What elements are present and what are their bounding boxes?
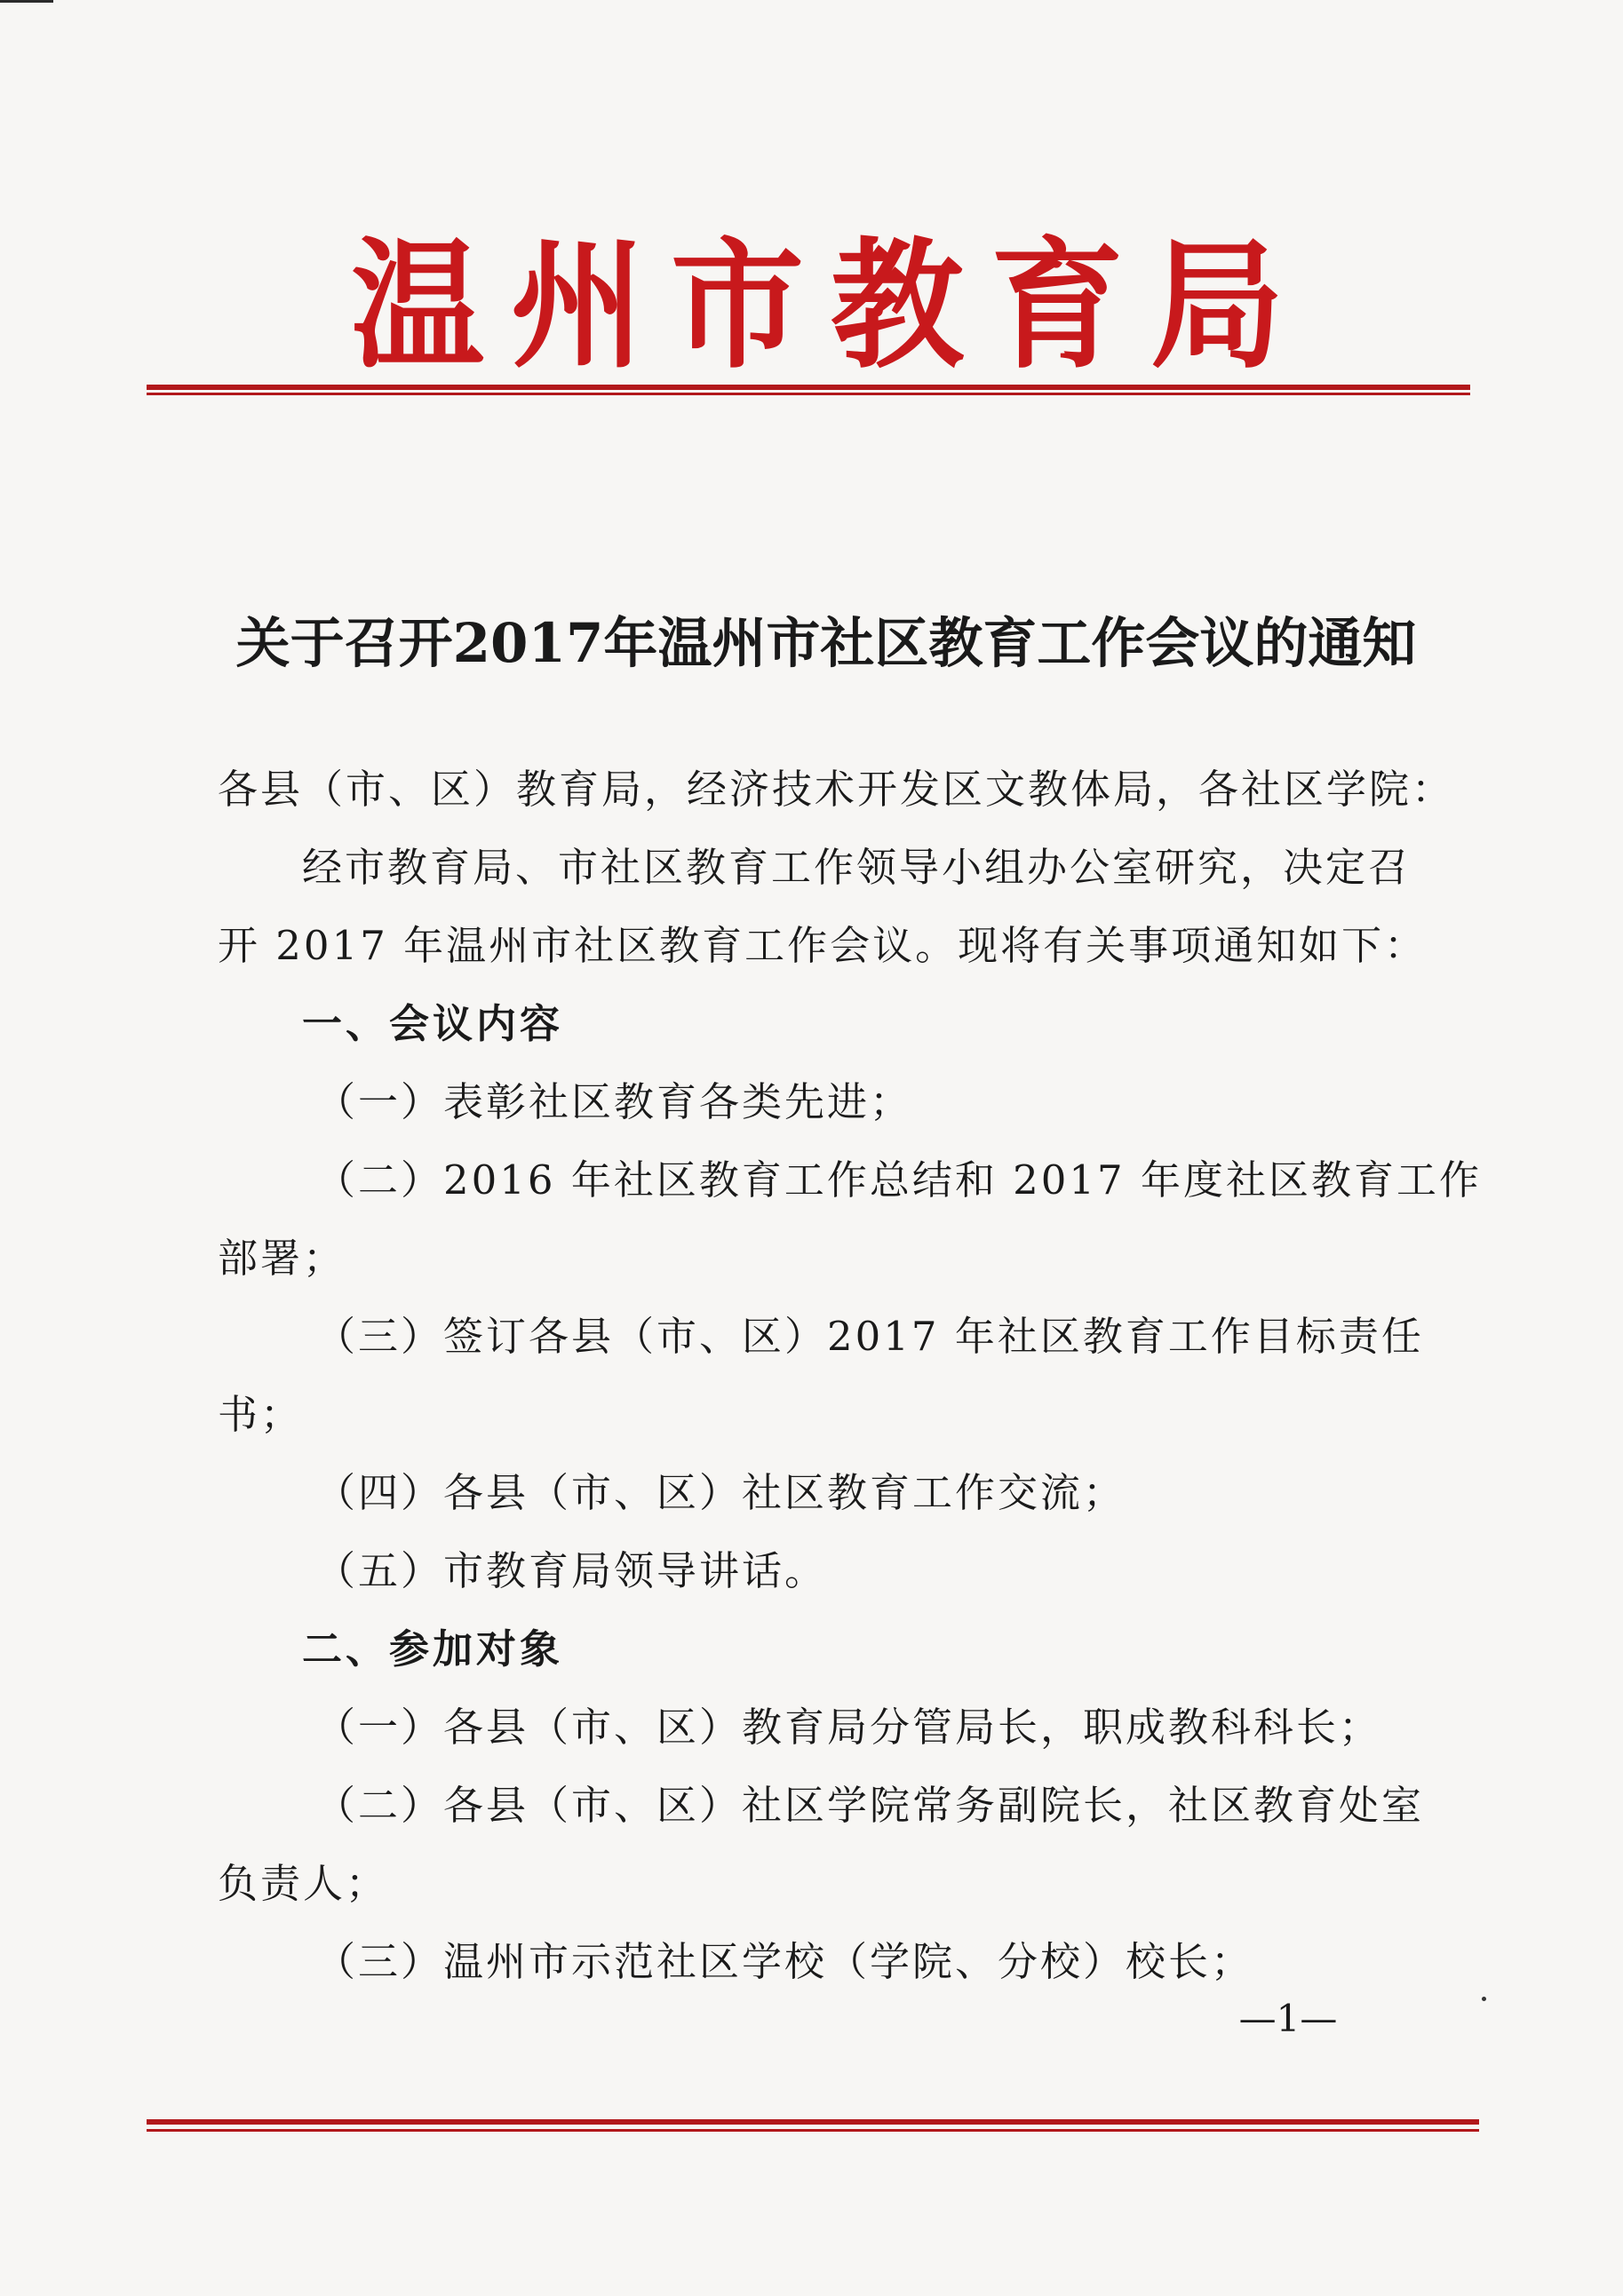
- salutation: 各县（市、区）教育局，经济技术开发区文教体局，各社区学院：: [218, 766, 1455, 813]
- document-body: [218, 751, 1482, 2001]
- scan-edge-mark: [0, 0, 53, 3]
- intro-line: 开 2017 年温州市社区教育工作会议。现将有关事项通知如下：: [218, 922, 1428, 969]
- list-item: （一）各县（市、区）教育局分管局长，职成教科科长；: [315, 1704, 1382, 1751]
- letterhead-org-name: 温州市教育局: [351, 223, 1311, 388]
- list-item: （五）市教育局领导讲话。: [315, 1547, 828, 1594]
- section-heading-attendees: 二、参加对象: [302, 1625, 564, 1672]
- letterhead-red-rule: [147, 385, 1470, 395]
- list-item-continuation: 部署；: [218, 1235, 346, 1282]
- list-item: （三）签订各县（市、区）2017 年社区教育工作目标责任: [315, 1313, 1424, 1360]
- list-item: （二）各县（市、区）社区学院常务副院长，社区教育处室: [315, 1782, 1425, 1829]
- section-heading-content: 一、会议内容: [302, 1000, 564, 1047]
- list-item: （四）各县（市、区）社区教育工作交流；: [315, 1469, 1126, 1516]
- document-title: 关于召开2017年温州市社区教育工作会议的通知: [235, 612, 1417, 675]
- list-item-continuation: 书；: [218, 1391, 304, 1438]
- footer-red-rule: [147, 2119, 1479, 2132]
- list-item: （二）2016 年社区教育工作总结和 2017 年度社区教育工作: [315, 1156, 1482, 1204]
- scan-speck: [1482, 1997, 1486, 2001]
- list-item: （三）温州市示范社区学校（学院、分校）校长；: [315, 1938, 1254, 1985]
- intro-line: 经市教育局、市社区教育工作领导小组办公室研究，决定召: [302, 844, 1412, 891]
- page-number: —1—: [1238, 1997, 1338, 2040]
- list-item-continuation: 负责人；: [218, 1860, 389, 1907]
- list-item: （一）表彰社区教育各类先进；: [315, 1078, 913, 1125]
